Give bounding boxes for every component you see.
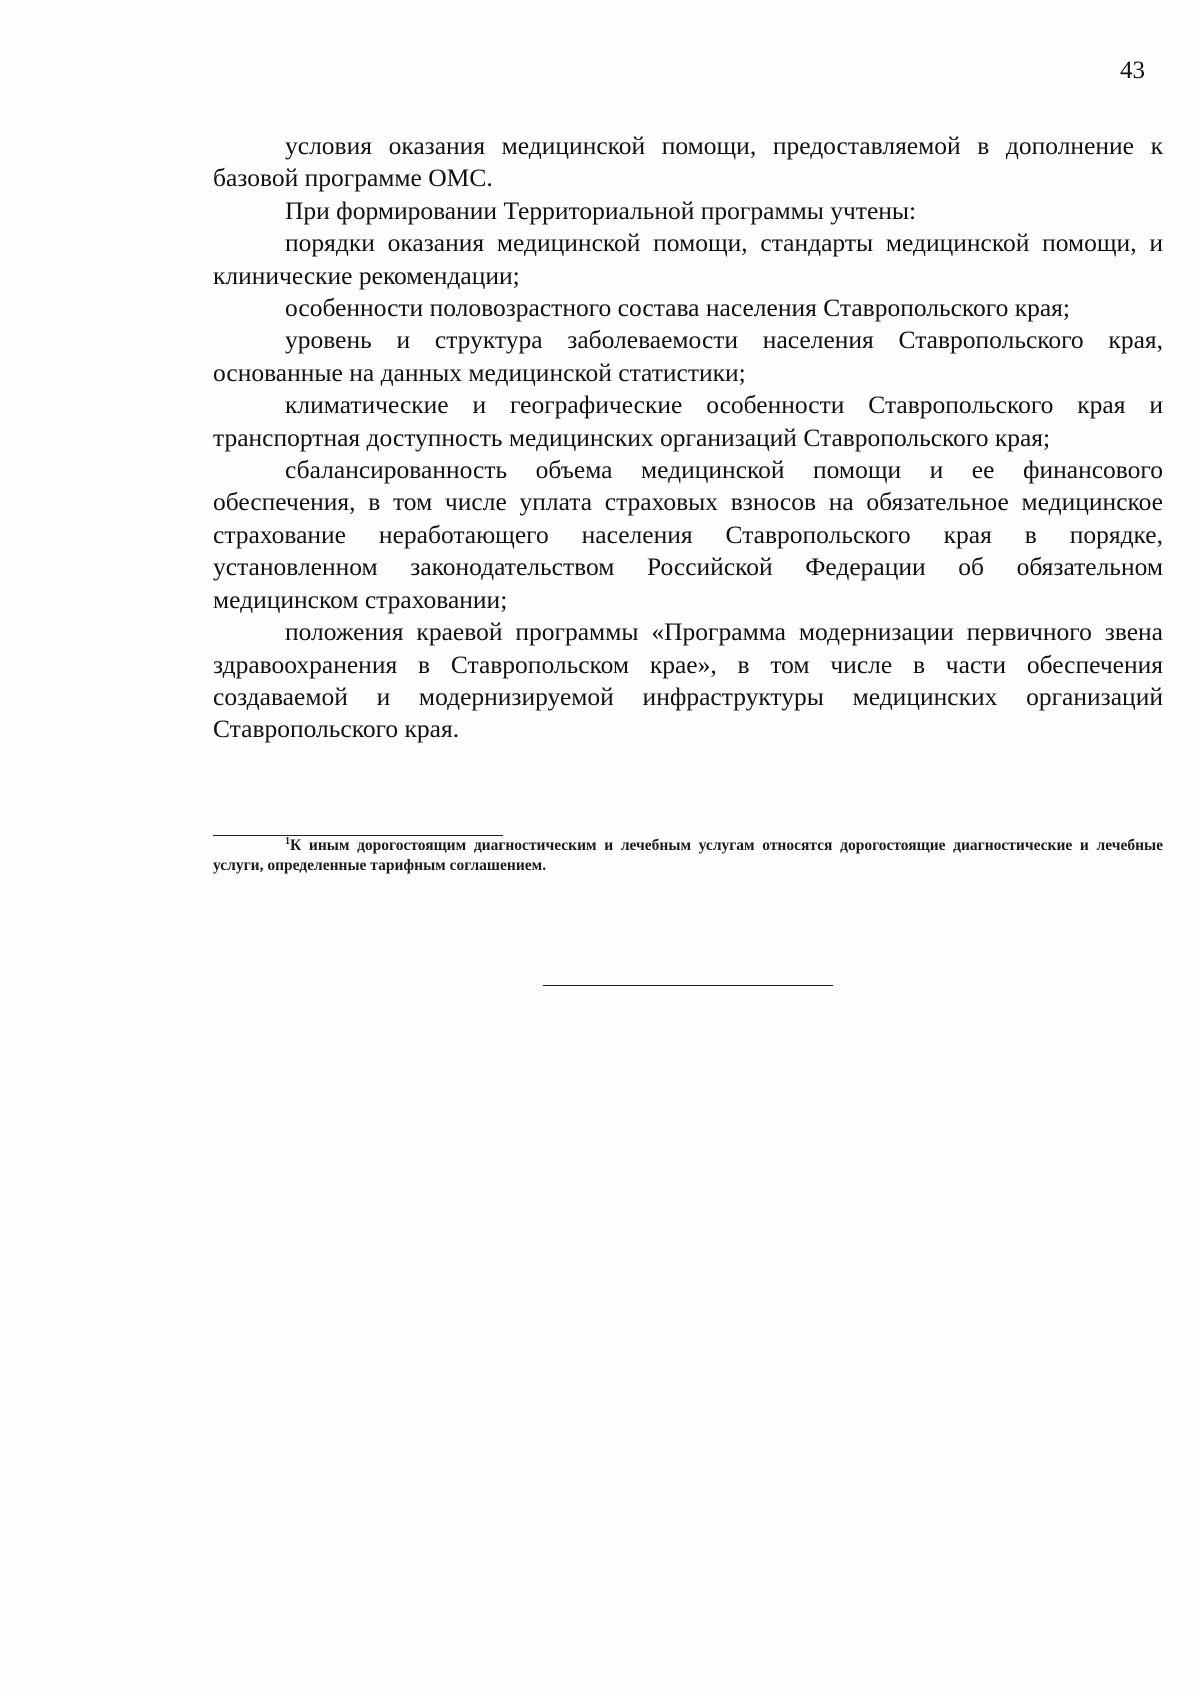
page-number: 43 bbox=[1120, 57, 1145, 84]
footnote-text: К иным дорогостоящим диагностическим и лечебным услугам относятся дорогостоящие диагностические и лечебные услуги, определенные тарифным соглашением. bbox=[213, 837, 1163, 874]
footnote-marker: 1 bbox=[285, 835, 290, 847]
paragraph-procedures: порядки оказания медицинской помощи, стандарты медицинской помощи, и клинические рекомендации; bbox=[213, 228, 1163, 290]
paragraph-geography: климатические и географические особенности Ставропольского края и транспортная доступность медицинских организаций Ставропольского края; bbox=[213, 390, 1163, 452]
paragraph-conditions: условия оказания медицинской помощи, предоставляемой в дополнение к базовой программе ОМС. bbox=[213, 131, 1163, 193]
paragraph-demographics: особенности половозрастного состава населения Ставропольского края; bbox=[285, 293, 1070, 323]
paragraph-morbidity: уровень и структура заболеваемости населения Ставропольского края, основанные на данных медицинской статистики; bbox=[213, 325, 1163, 387]
footnote bbox=[213, 836, 1163, 876]
body-text bbox=[213, 130, 1163, 746]
paragraph-modernization: положения краевой программы «Программа модернизации первичного звена здравоохранения в Ставропольском крае», в том числе в части обеспечения создаваемой и модернизируемой инфраструктуры медицинских организаций Ставропольского края. bbox=[213, 617, 1163, 744]
end-of-document-rule bbox=[543, 985, 833, 986]
paragraph-intro: При формировании Территориальной программы учтены: bbox=[285, 195, 917, 225]
paragraph-balance: сбалансированность объема медицинской помощи и ее финансового обеспечения, в том числе уплата страховых взносов на обязательное медицинское страхование неработающего населения Ставропольского края в порядке, установленном законодательством Российской Федерации об обязательном медицинском страховании; bbox=[213, 455, 1163, 614]
